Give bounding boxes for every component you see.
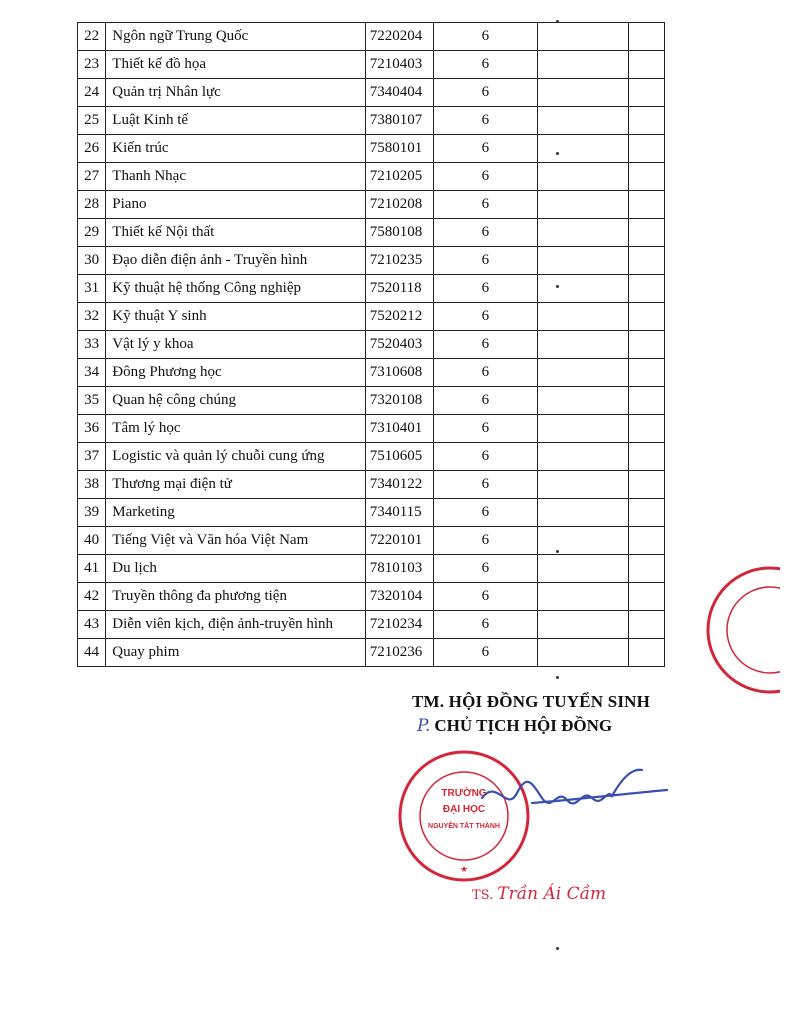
quota-value: 6 <box>433 387 537 415</box>
seal-star: ★ <box>459 864 469 874</box>
empty-cell <box>628 359 664 387</box>
empty-cell <box>628 275 664 303</box>
empty-cell <box>628 163 664 191</box>
row-number: 22 <box>78 23 106 51</box>
major-code: 7320104 <box>365 583 433 611</box>
major-name: Thương mại điện tử <box>106 471 365 499</box>
quota-value: 6 <box>433 107 537 135</box>
empty-cell <box>628 611 664 639</box>
row-number: 28 <box>78 191 106 219</box>
empty-cell <box>538 331 628 359</box>
table-row <box>78 135 665 163</box>
major-name: Piano <box>106 191 365 219</box>
table-row <box>78 527 665 555</box>
empty-cell <box>538 555 628 583</box>
major-name: Marketing <box>106 499 365 527</box>
major-name: Quan hệ công chúng <box>106 387 365 415</box>
empty-cell <box>628 387 664 415</box>
seal-line-3: NGUYỄN TẤT THÀNH <box>428 823 500 830</box>
empty-cell <box>538 583 628 611</box>
empty-cell <box>538 443 628 471</box>
quota-value: 6 <box>433 163 537 191</box>
table-row <box>78 639 665 667</box>
major-code: 7210208 <box>365 191 433 219</box>
major-code: 7220204 <box>365 23 433 51</box>
table-row <box>78 51 665 79</box>
empty-cell <box>628 555 664 583</box>
table-row <box>78 611 665 639</box>
major-code: 7520403 <box>365 331 433 359</box>
major-code: 7340122 <box>365 471 433 499</box>
quota-value: 6 <box>433 331 537 359</box>
empty-cell <box>628 471 664 499</box>
row-number: 25 <box>78 107 106 135</box>
empty-cell <box>538 387 628 415</box>
major-code: 7320108 <box>365 387 433 415</box>
majors-table <box>77 22 665 667</box>
handwritten-signature <box>472 758 672 828</box>
major-name: Thiết kế đồ họa <box>106 51 365 79</box>
table-row <box>78 23 665 51</box>
major-name: Quay phim <box>106 639 365 667</box>
empty-cell <box>538 219 628 247</box>
empty-cell <box>628 191 664 219</box>
quota-value: 6 <box>433 359 537 387</box>
signer-name: Trần Ái Cầm <box>497 884 607 904</box>
empty-cell <box>538 303 628 331</box>
table-row <box>78 443 665 471</box>
row-number: 33 <box>78 331 106 359</box>
major-name: Thiết kế Nội thất <box>106 219 365 247</box>
empty-cell <box>538 79 628 107</box>
major-name: Vật lý y khoa <box>106 331 365 359</box>
signer-title: TS. <box>472 888 494 903</box>
signature-title: TM. HỘI ĐỒNG TUYỂN SINH <box>412 692 651 711</box>
quota-value: 6 <box>433 23 537 51</box>
quota-value: 6 <box>433 415 537 443</box>
major-code: 7310401 <box>365 415 433 443</box>
row-number: 32 <box>78 303 106 331</box>
empty-cell <box>538 499 628 527</box>
major-name: Thanh Nhạc <box>106 163 365 191</box>
row-number: 31 <box>78 275 106 303</box>
quota-value: 6 <box>433 583 537 611</box>
empty-cell <box>628 135 664 163</box>
major-code: 7340404 <box>365 79 433 107</box>
major-name: Kỹ thuật Y sinh <box>106 303 365 331</box>
major-code: 7580101 <box>365 135 433 163</box>
scan-speck <box>556 285 559 288</box>
empty-cell <box>628 247 664 275</box>
empty-cell <box>628 415 664 443</box>
quota-value: 6 <box>433 135 537 163</box>
row-number: 44 <box>78 639 106 667</box>
deputy-prefix: P. <box>417 716 431 736</box>
row-number: 42 <box>78 583 106 611</box>
quota-value: 6 <box>433 443 537 471</box>
row-number: 41 <box>78 555 106 583</box>
major-name: Du lịch <box>106 555 365 583</box>
empty-cell <box>538 163 628 191</box>
table-row <box>78 359 665 387</box>
row-number: 30 <box>78 247 106 275</box>
empty-cell <box>538 247 628 275</box>
empty-cell <box>628 331 664 359</box>
major-code: 7520212 <box>365 303 433 331</box>
table-row <box>78 247 665 275</box>
row-number: 36 <box>78 415 106 443</box>
quota-value: 6 <box>433 51 537 79</box>
empty-cell <box>538 471 628 499</box>
major-code: 7310608 <box>365 359 433 387</box>
table-row <box>78 415 665 443</box>
quota-value: 6 <box>433 247 537 275</box>
empty-cell <box>628 23 664 51</box>
major-code: 7520118 <box>365 275 433 303</box>
empty-cell <box>628 51 664 79</box>
empty-cell <box>628 443 664 471</box>
side-seal <box>668 560 780 700</box>
major-code: 7210403 <box>365 51 433 79</box>
row-number: 35 <box>78 387 106 415</box>
major-code: 7220101 <box>365 527 433 555</box>
major-name: Kỹ thuật hệ thống Công nghiệp <box>106 275 365 303</box>
major-name: Luật Kinh tế <box>106 107 365 135</box>
table-body <box>78 23 665 667</box>
empty-cell <box>538 135 628 163</box>
row-number: 24 <box>78 79 106 107</box>
table-row <box>78 79 665 107</box>
row-number: 38 <box>78 471 106 499</box>
scan-speck <box>556 947 559 950</box>
quota-value: 6 <box>433 303 537 331</box>
row-number: 43 <box>78 611 106 639</box>
major-code: 7810103 <box>365 555 433 583</box>
row-number: 26 <box>78 135 106 163</box>
scan-speck <box>556 20 559 23</box>
table-row <box>78 163 665 191</box>
major-name: Tâm lý học <box>106 415 365 443</box>
row-number: 27 <box>78 163 106 191</box>
quota-value: 6 <box>433 275 537 303</box>
table-row <box>78 555 665 583</box>
quota-value: 6 <box>433 79 537 107</box>
empty-cell <box>628 527 664 555</box>
empty-cell <box>628 219 664 247</box>
table-row <box>78 471 665 499</box>
major-name: Kiến trúc <box>106 135 365 163</box>
empty-cell <box>538 275 628 303</box>
table-row <box>78 499 665 527</box>
table-row <box>78 303 665 331</box>
table-row <box>78 191 665 219</box>
table-row <box>78 387 665 415</box>
scan-speck <box>556 550 559 553</box>
empty-cell <box>538 191 628 219</box>
seal-line-1: TRƯỜNG <box>441 788 487 799</box>
quota-value: 6 <box>433 471 537 499</box>
row-number: 40 <box>78 527 106 555</box>
table-row <box>78 583 665 611</box>
major-name: Đạo diễn điện ảnh - Truyền hình <box>106 247 365 275</box>
signature-subtitle: CHỦ TỊCH HỘI ĐỒNG <box>434 716 613 735</box>
quota-value: 6 <box>433 219 537 247</box>
major-code: 7580108 <box>365 219 433 247</box>
major-name: Đông Phương học <box>106 359 365 387</box>
empty-cell <box>538 51 628 79</box>
empty-cell <box>628 107 664 135</box>
row-number: 29 <box>78 219 106 247</box>
major-code: 7510605 <box>365 443 433 471</box>
signer-line <box>472 884 606 904</box>
quota-value: 6 <box>433 499 537 527</box>
row-number: 34 <box>78 359 106 387</box>
major-code: 7210236 <box>365 639 433 667</box>
major-name: Logistic và quản lý chuỗi cung ứng <box>106 443 365 471</box>
major-code: 7380107 <box>365 107 433 135</box>
major-code: 7210235 <box>365 247 433 275</box>
row-number: 39 <box>78 499 106 527</box>
major-name: Truyền thông đa phương tiện <box>106 583 365 611</box>
scan-speck <box>556 152 559 155</box>
seal-line-2: ĐẠI HỌC <box>442 804 486 815</box>
major-name: Tiếng Việt và Văn hóa Việt Nam <box>106 527 365 555</box>
empty-cell <box>538 107 628 135</box>
major-code: 7210234 <box>365 611 433 639</box>
major-code: 7210205 <box>365 163 433 191</box>
quota-value: 6 <box>433 639 537 667</box>
table-row <box>78 331 665 359</box>
empty-cell <box>628 79 664 107</box>
empty-cell <box>538 611 628 639</box>
major-name: Diễn viên kịch, điện ảnh-truyền hình <box>106 611 365 639</box>
quota-value: 6 <box>433 191 537 219</box>
row-number: 23 <box>78 51 106 79</box>
scan-speck <box>556 676 559 679</box>
empty-cell <box>628 499 664 527</box>
table-row <box>78 107 665 135</box>
empty-cell <box>538 639 628 667</box>
major-code: 7340115 <box>365 499 433 527</box>
major-name: Quản trị Nhân lực <box>106 79 365 107</box>
quota-value: 6 <box>433 527 537 555</box>
quota-value: 6 <box>433 611 537 639</box>
empty-cell <box>538 23 628 51</box>
empty-cell <box>538 359 628 387</box>
empty-cell <box>628 303 664 331</box>
row-number: 37 <box>78 443 106 471</box>
table-row <box>78 219 665 247</box>
empty-cell <box>628 583 664 611</box>
major-name: Ngôn ngữ Trung Quốc <box>106 23 365 51</box>
empty-cell <box>538 527 628 555</box>
table-row <box>78 275 665 303</box>
empty-cell <box>628 639 664 667</box>
empty-cell <box>538 415 628 443</box>
quota-value: 6 <box>433 555 537 583</box>
signature-subtitle-line <box>417 716 612 736</box>
